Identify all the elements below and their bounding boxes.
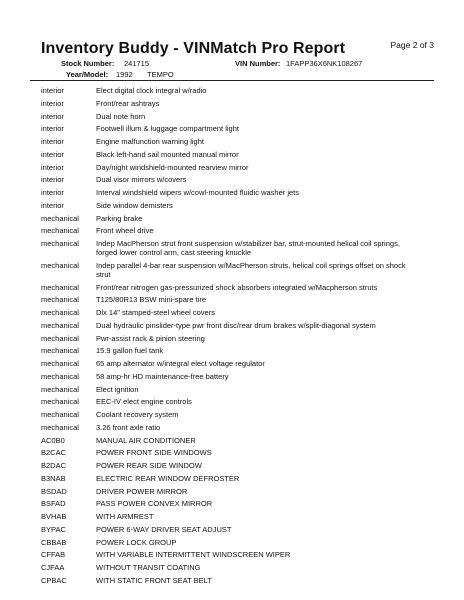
- item-description: Dual hydraulic pinslider-type pwr front disc/rear drum brakes w/split-diagonal system: [96, 320, 376, 330]
- item-category: BYPAC: [41, 524, 66, 534]
- list-item: [41, 319, 421, 332]
- list-item: [41, 421, 421, 434]
- item-description: DRIVER POWER MIRROR: [96, 486, 188, 496]
- item-category: mechanical: [41, 333, 79, 343]
- list-item: [41, 510, 421, 523]
- list-item: [41, 161, 421, 174]
- list-item: [41, 370, 421, 383]
- list-item: [41, 110, 421, 123]
- list-item: [41, 408, 421, 421]
- list-item: [41, 173, 421, 186]
- item-description: MANUAL AIR CONDITIONER: [96, 435, 196, 445]
- list-item: [41, 434, 421, 447]
- list-item: [41, 259, 421, 281]
- item-category: B2DAC: [41, 461, 67, 470]
- stock-number-label: Stock Number:: [61, 59, 115, 68]
- item-category: BSDAD: [41, 486, 67, 496]
- year-value: 1992: [116, 70, 133, 79]
- list-item: [41, 497, 421, 510]
- item-description: WITH ARMREST: [96, 512, 154, 521]
- list-item: [41, 212, 421, 225]
- item-description: 58 amp-hr HD maintenance-free battery: [96, 371, 229, 381]
- list-item: [41, 84, 421, 97]
- item-category: mechanical: [41, 282, 79, 292]
- item-category: mechanical: [41, 226, 79, 236]
- list-item: [41, 344, 421, 357]
- list-item: [41, 523, 421, 536]
- list-item: [41, 122, 421, 135]
- item-description: PASS POWER CONVEX MIRROR: [96, 499, 213, 509]
- item-category: mechanical: [41, 295, 79, 305]
- item-category: interior: [41, 149, 64, 159]
- item-category: BSFAD: [41, 499, 66, 509]
- item-description: Day/night windshield-mounted rearview mirror: [96, 162, 249, 172]
- list-item: [41, 237, 421, 259]
- item-description: WITH VARIABLE INTERMITTENT WINDSCREEN WIPER: [96, 550, 291, 560]
- item-category: CBBAB: [41, 537, 67, 547]
- item-description: Engine malfunction warning light: [96, 137, 204, 146]
- list-item: [41, 548, 421, 561]
- list-item: [41, 485, 421, 498]
- year-model-label: Year/Model:: [66, 70, 109, 79]
- item-description: Front/rear nitrogen gas-pressurized shock absorbers integrated w/Macpherson struts: [96, 282, 378, 292]
- list-item: [41, 97, 421, 110]
- item-category: BVHAB: [41, 512, 67, 521]
- list-item: [41, 306, 421, 319]
- item-description: POWER FRONT SIDE WINDOWS: [96, 448, 212, 458]
- item-category: mechanical: [41, 397, 79, 407]
- equipment-list: [41, 84, 421, 587]
- item-description: EEC-IV elect engine controls: [96, 397, 192, 407]
- list-item: [41, 293, 421, 306]
- list-item: [41, 561, 421, 574]
- item-description: Front/rear ashtrays: [96, 98, 160, 108]
- list-item: [41, 536, 421, 549]
- list-item: [41, 148, 421, 161]
- item-category: mechanical: [41, 422, 79, 432]
- item-description: WITH STATIC FRONT SEAT BELT: [96, 575, 212, 585]
- item-category: mechanical: [41, 371, 79, 381]
- item-description: POWER REAR SIDE WINDOW: [96, 461, 202, 470]
- list-item: [41, 135, 421, 148]
- item-description: POWER LOCK GROUP: [96, 537, 177, 547]
- item-description: Elect digital clock integral w/radio: [96, 86, 207, 95]
- item-category: mechanical: [41, 384, 79, 394]
- model-value: TEMPO: [147, 70, 174, 79]
- report-title: Inventory Buddy - VINMatch Pro Report: [41, 40, 346, 57]
- item-category: AC0B0: [41, 435, 65, 445]
- list-item: [41, 199, 421, 212]
- item-description: Dlx 14" stamped-steel wheel covers: [96, 308, 215, 317]
- item-category: mechanical: [41, 239, 79, 248]
- item-category: mechanical: [41, 308, 79, 317]
- item-description: Side window demisters: [96, 200, 173, 210]
- item-description: Interval windshield wipers w/cowl-mounted fluidic washer jets: [96, 188, 300, 197]
- item-category: interior: [41, 124, 64, 134]
- list-item: [41, 383, 421, 396]
- item-description: Pwr-assist rack & pinion steering: [96, 333, 205, 343]
- item-description: Indep parallel 4-bar rear suspension w/MacPherson struts, helical coil springs offset on shock strut: [96, 260, 406, 279]
- item-description: Dual note horn: [96, 111, 146, 121]
- vin-label: VIN Number:: [235, 59, 281, 68]
- item-category: mechanical: [41, 213, 79, 223]
- item-category: interior: [41, 98, 64, 108]
- header-divider: [30, 80, 434, 81]
- item-description: Parking brake: [96, 213, 143, 223]
- item-description: T125/80R13 BSW mini-spare tire: [96, 295, 207, 305]
- list-item: [41, 332, 421, 345]
- item-category: mechanical: [41, 320, 79, 330]
- list-item: [41, 446, 421, 459]
- list-item: [41, 281, 421, 294]
- item-category: interior: [41, 111, 64, 121]
- item-description: 65 amp alternator w/integral elect voltage regulator: [96, 359, 265, 368]
- item-description: Front wheel drive: [96, 226, 154, 236]
- list-item: [41, 472, 421, 485]
- page-number: Page 2 of 3: [390, 40, 434, 50]
- item-description: Footwell illum & luggage compartment light: [96, 124, 239, 134]
- item-description: WITHOUT TRANSIT COATING: [96, 563, 201, 572]
- item-description: ELECTRIC REAR WINDOW DEFROSTER: [96, 473, 240, 483]
- item-category: mechanical: [41, 260, 79, 270]
- list-item: [41, 574, 421, 587]
- item-description: Elect ignition: [96, 384, 139, 394]
- item-category: interior: [41, 137, 64, 146]
- item-description: 3.26 front axle ratio: [96, 422, 161, 432]
- item-description: Indep MacPherson strut front suspension w/stabilizer bar, strut-mounted helical coil springs, forged lower control arm, cast steering knuckle: [96, 239, 400, 257]
- list-item: [41, 459, 421, 472]
- item-category: interior: [41, 86, 64, 95]
- item-description: Coolant recovery system: [96, 410, 179, 419]
- item-category: interior: [41, 188, 64, 197]
- item-description: POWER 6-WAY DRIVER SEAT ADJUST: [96, 524, 232, 534]
- item-category: CJFAA: [41, 563, 65, 572]
- item-category: interior: [41, 175, 64, 185]
- item-description: Dual visor mirrors w/covers: [96, 175, 187, 185]
- item-category: B2CAC: [41, 448, 67, 458]
- item-category: B3NAB: [41, 473, 66, 483]
- list-item: [41, 357, 421, 370]
- item-category: CFFAB: [41, 550, 66, 560]
- item-category: CPBAC: [41, 575, 67, 585]
- list-item: [41, 186, 421, 199]
- vin-value: 1FAPP36X6NK108267: [286, 59, 363, 68]
- list-item: [41, 224, 421, 237]
- item-category: mechanical: [41, 410, 79, 419]
- list-item: [41, 395, 421, 408]
- item-category: interior: [41, 162, 64, 172]
- item-category: interior: [41, 200, 64, 210]
- item-description: 15.9 gallon fuel tank: [96, 346, 164, 356]
- item-category: mechanical: [41, 346, 79, 356]
- item-description: Black left-hand sail mounted manual mirror: [96, 149, 239, 159]
- stock-number-value: 241715: [124, 59, 150, 68]
- item-category: mechanical: [41, 359, 79, 368]
